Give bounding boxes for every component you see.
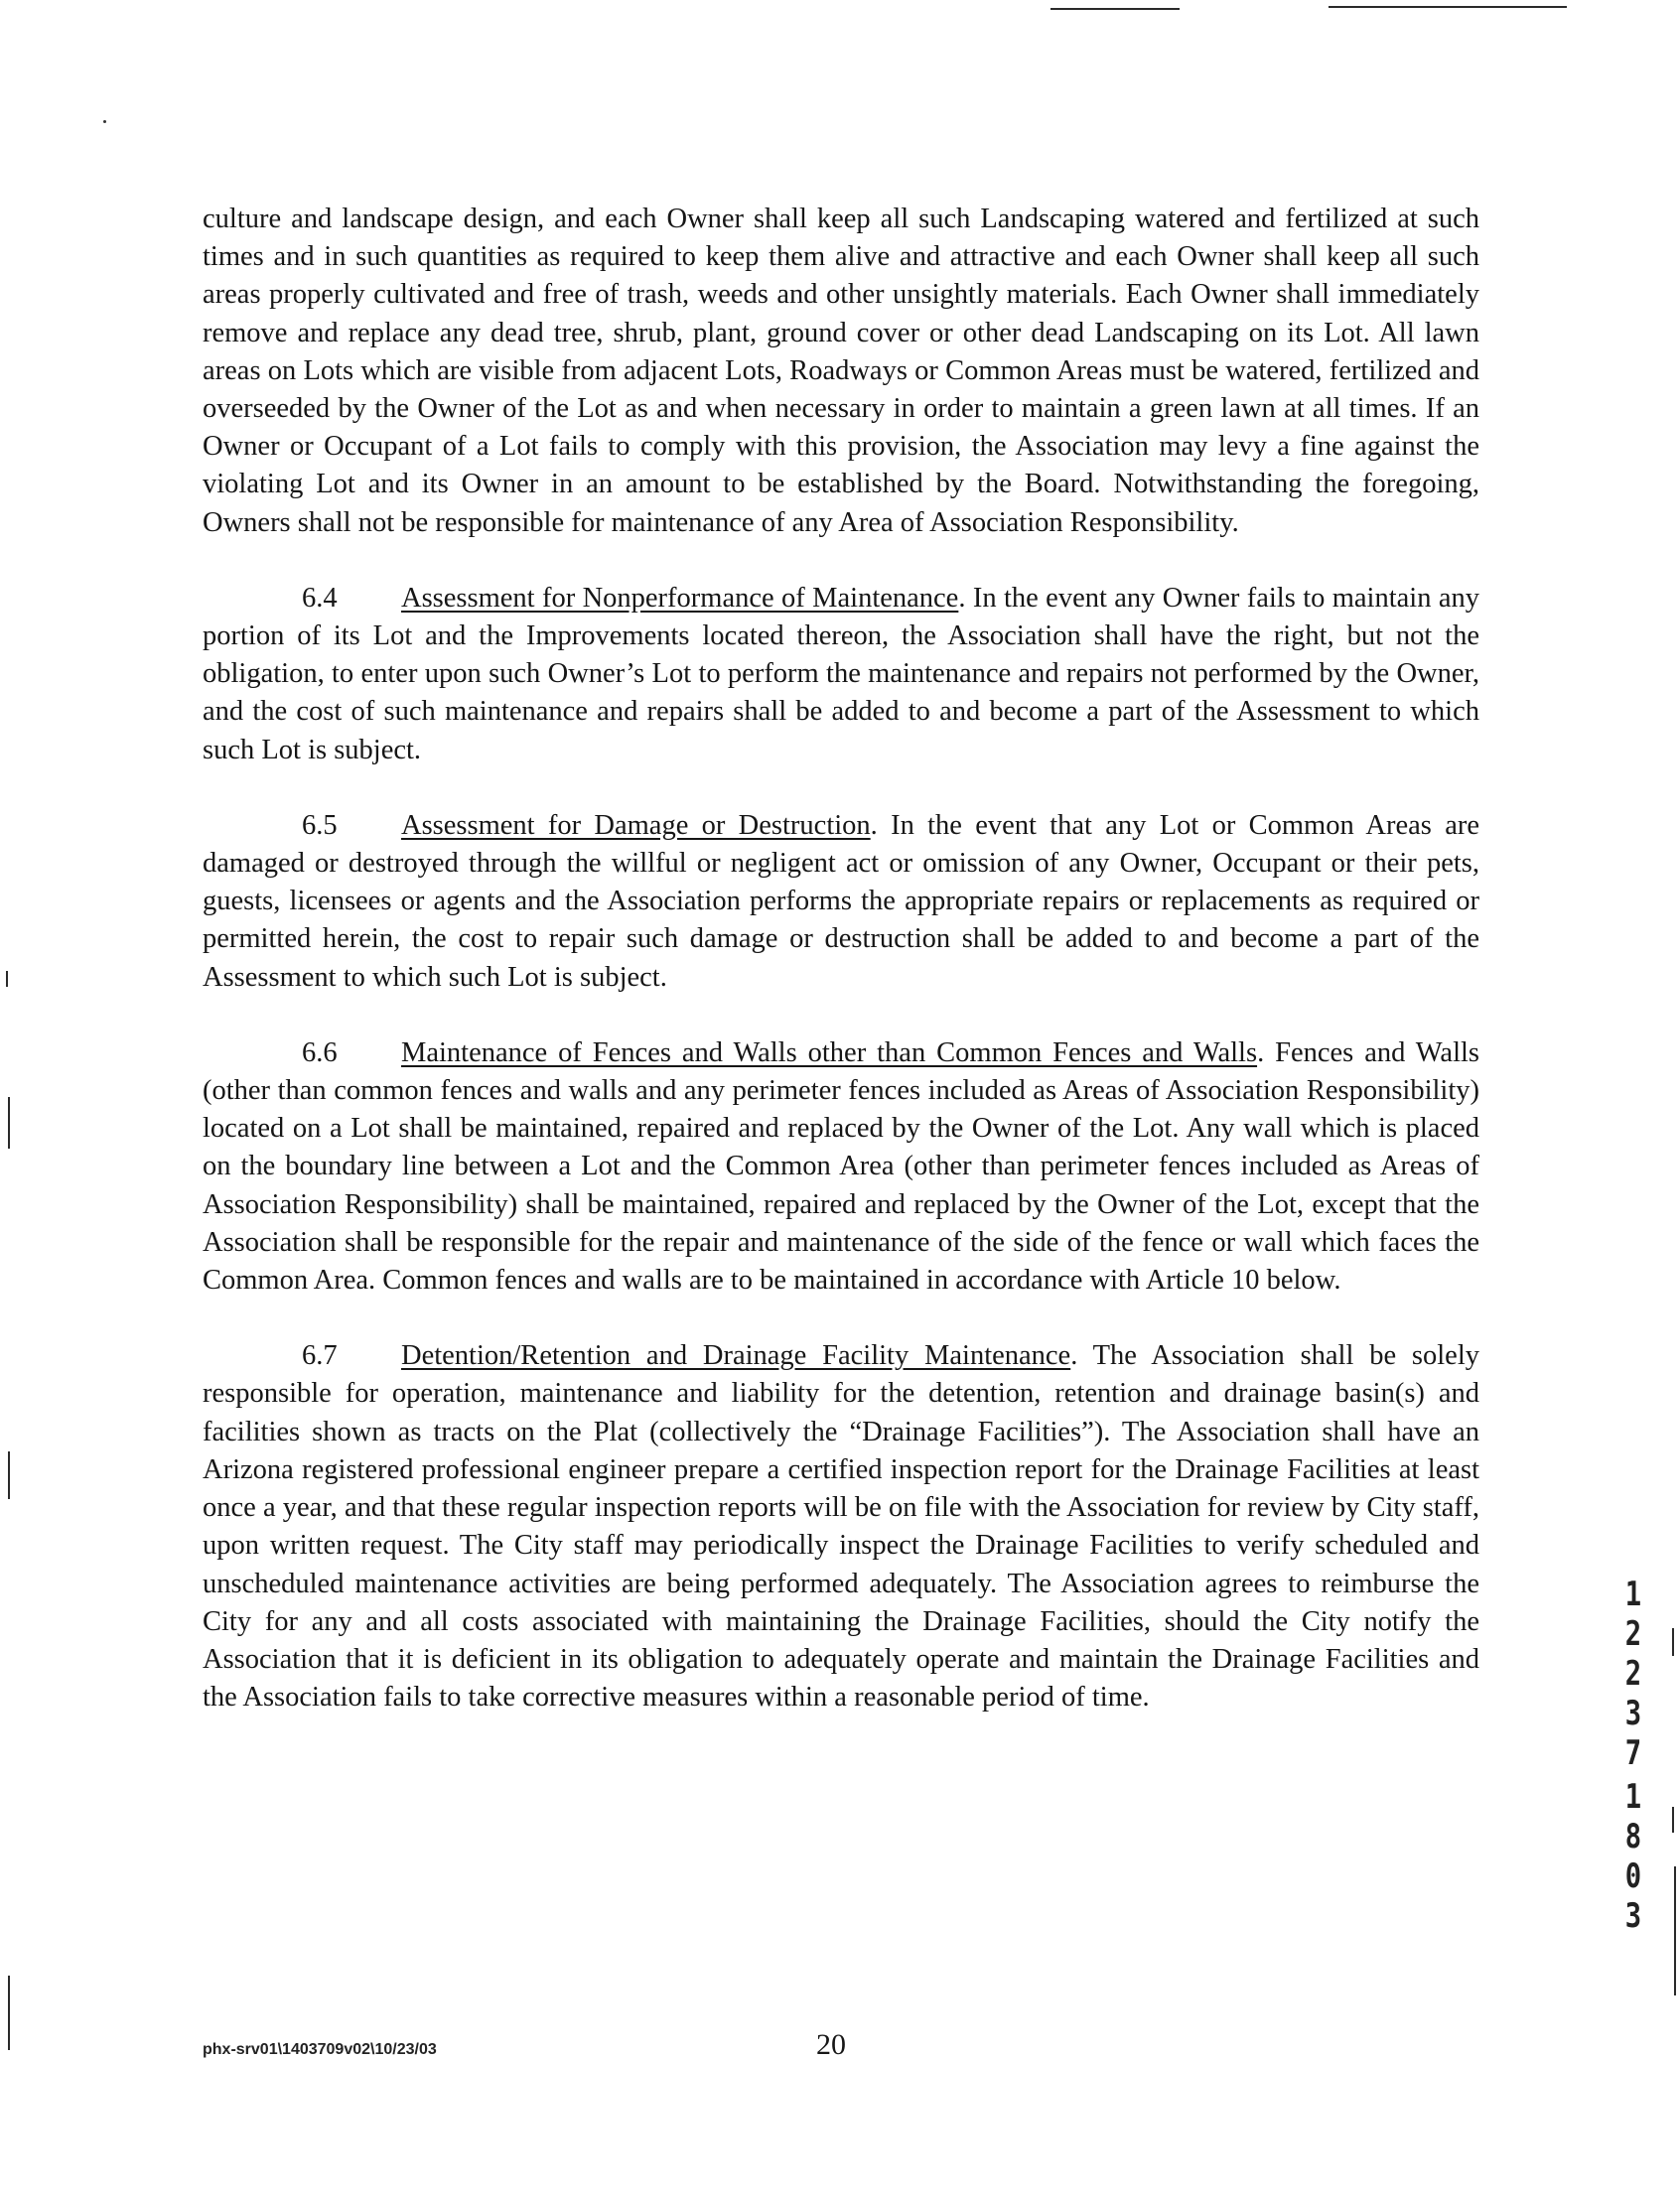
section-heading: Assessment for Nonperformance of Maintenance (401, 582, 959, 614)
section-6-4 (203, 580, 1479, 769)
section-heading: Maintenance of Fences and Walls other than Common Fences and Walls (401, 1036, 1258, 1068)
document-footer-id: phx-srv01\1403709v02\10/23/03 (203, 2041, 437, 2058)
scan-mark-top-2 (1329, 6, 1567, 8)
section-number: 6.7 (302, 1340, 338, 1372)
stamp-digit: 2 (1624, 1614, 1642, 1654)
recording-stamp-upper (1618, 1575, 1648, 1773)
stamp-digit: 1 (1624, 1777, 1642, 1817)
section-heading: Detention/Retention and Drainage Facility Maintenance (401, 1340, 1071, 1372)
scan-mark-top-1 (1050, 8, 1180, 10)
recording-stamp-lower (1618, 1777, 1648, 1936)
scan-mark-left-2 (8, 1097, 10, 1149)
section-number: 6.5 (302, 809, 338, 841)
section-text: . In the event that any Lot or Common Areas are damaged or destroyed through the willful or negligent act or omission of any Owner, Occupant or their pets, guests, licensees or agents and the Association performs the appropriate repairs or replacements as required or permitted herein, the cost to repair such damage or destruction shall be added to and become a part of the Assessment to which such Lot is subject. (203, 809, 1479, 993)
stamp-digit: 0 (1624, 1856, 1642, 1896)
stamp-digit: 1 (1624, 1575, 1642, 1614)
section-text: . The Association shall be solely responsible for operation, maintenance and liability for the detention, retention and drainage basin(s) and facilities shown as tracts on the Plat (collectively the “Drainage Facilities”). The Association shall have an Arizona registered professional engineer prepare a certified inspection report for the Drainage Facilities at least once a year, and that these regular inspection reports will be on file with the Association for review by City staff, upon written request. The City staff may periodically inspect the Drainage Facilities to verify scheduled and unscheduled maintenance activities are being performed adequately. The Association agrees to reimburse the City for any and all costs associated with maintaining the Drainage Facilities, should the City notify the Association that it is deficient in its obligation to adequately operate and maintain the Drainage Facilities and the Association fails to take corrective measures within a reasonable period of time. (203, 1340, 1479, 1714)
scan-dot (103, 120, 106, 123)
scan-mark-left-4 (8, 1976, 10, 2050)
section-6-5 (203, 807, 1479, 997)
stamp-digit: 3 (1624, 1694, 1642, 1733)
scan-mark-right-3 (1674, 1866, 1676, 1995)
stamp-digit: 8 (1624, 1817, 1642, 1856)
paragraph-text: culture and landscape design, and each Owner shall keep all such Landscaping watered and fertilized at such times and in such quantities as required to keep them alive and attractive and each Owner shall keep all such areas properly cultivated and free of trash, weeds and other unsightly materials. Each Owner shall immediately remove and replace any dead tree, shrub, plant, ground cover or other dead Landscaping on its Lot. All lawn areas on Lots which are visible from adjacent Lots, Roadways or Common Areas must be watered, fertilized and overseeded by the Owner of the Lot as and when necessary in order to maintain a green lawn at all times. If an Owner or Occupant of a Lot fails to comply with this provision, the Association may levy a fine against the violating Lot and its Owner in an amount to be established by the Board. Notwithstanding the foregoing, Owners shall not be responsible for maintenance of any Area of Association Responsibility. (203, 204, 1479, 538)
section-6-6 (203, 1034, 1479, 1300)
document-body (203, 201, 1479, 1716)
section-6-7 (203, 1337, 1479, 1716)
paragraph-continuation (203, 201, 1479, 542)
section-number: 6.6 (302, 1036, 338, 1068)
scan-mark-right-1 (1672, 1628, 1674, 1656)
stamp-digit: 3 (1624, 1896, 1642, 1936)
stamp-digit: 2 (1624, 1654, 1642, 1694)
scan-mark-right-2 (1672, 1807, 1674, 1833)
page-number: 20 (816, 2028, 846, 2061)
section-text: . Fences and Walls (other than common fences and walls and any perimeter fences included as Areas of Association Responsibility) located on a Lot shall be maintained, repaired and replaced by the Owner of the Lot. Any wall which is placed on the boundary line between a Lot and the Common Area (other than perimeter fences included as Areas of Association Responsibility) shall be maintained, repaired and replaced by the Owner of the Lot, except that the Association shall be responsible for the repair and maintenance of the side of the fence or wall which faces the Common Area. Common fences and walls are to be maintained in accordance with Article 10 below. (203, 1036, 1479, 1297)
scan-mark-left-3 (8, 1451, 10, 1499)
section-number: 6.4 (302, 582, 338, 614)
section-text: . In the event any Owner fails to maintain any portion of its Lot and the Improvements located thereon, the Association shall have the right, but not the obligation, to enter upon such Owner’s Lot to perform the maintenance and repairs not performed by the Owner, and the cost of such maintenance and repairs shall be added to and become a part of the Assessment to which such Lot is subject. (203, 582, 1479, 765)
section-heading: Assessment for Damage or Destruction (401, 809, 871, 841)
scan-mark-left-1 (6, 971, 8, 987)
stamp-digit: 7 (1624, 1733, 1642, 1773)
